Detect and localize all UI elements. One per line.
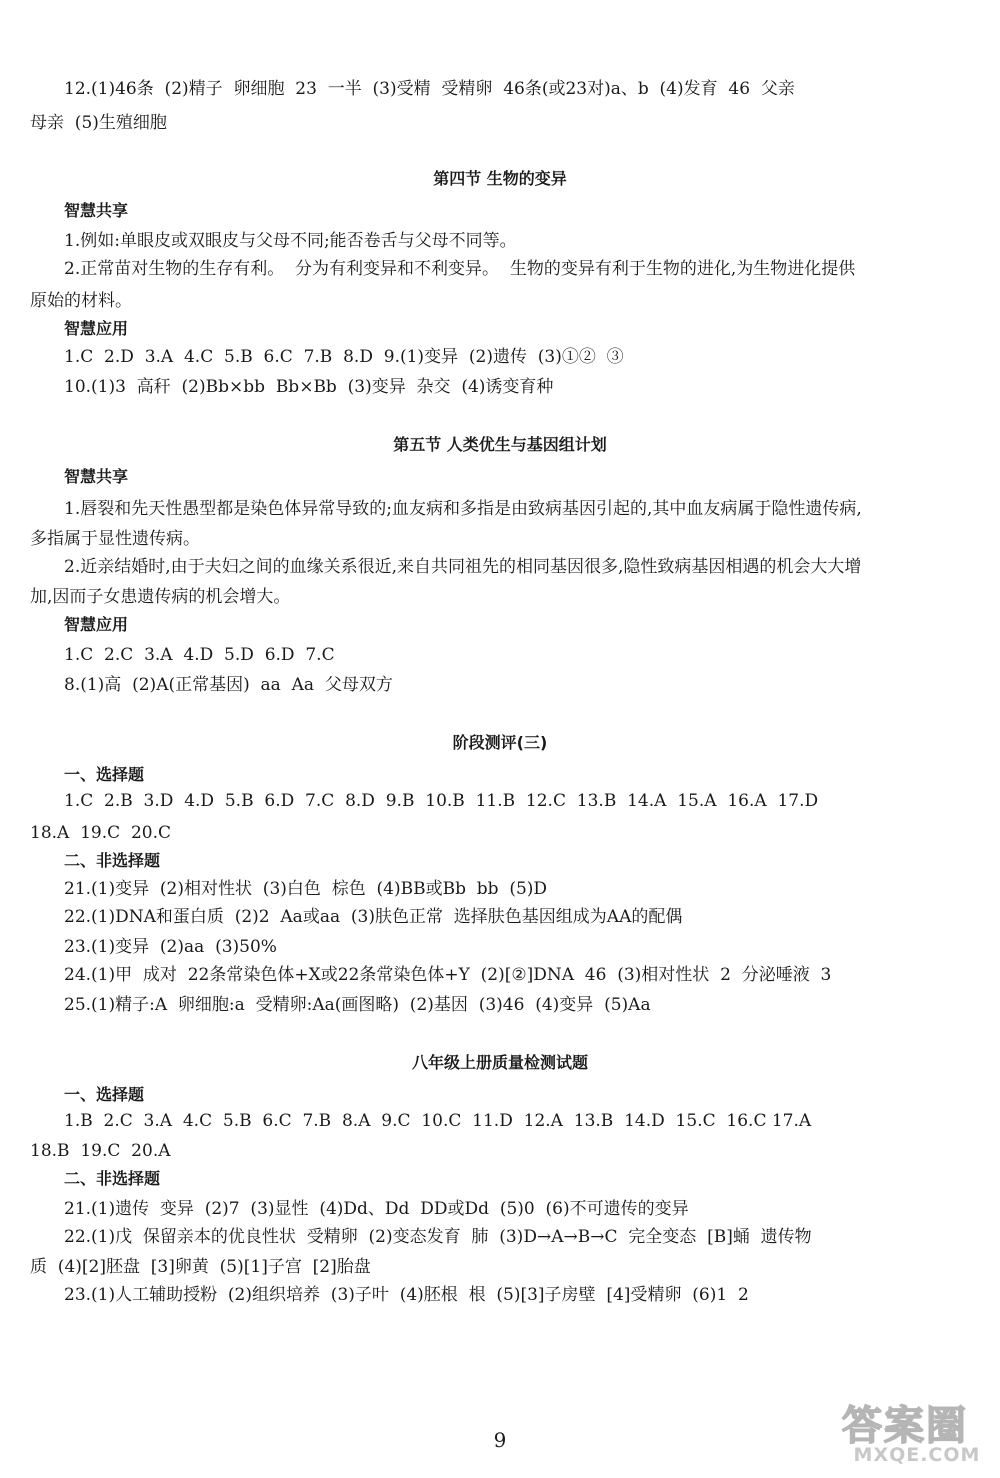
answer-line: 2.正常苗对生物的生存有利。 分为有利变异和不利变异。 生物的变异有利于生物的进化,为生物进化提供 bbox=[64, 259, 856, 279]
answer-line: 23.(1)变异 (2)aa (3)50% bbox=[64, 937, 277, 957]
answer-line: 23.(1)人工辅助授粉 (2)组织培养 (3)子叶 (4)胚根 根 (5)[3]子房壁 [4]受精卵 (6)1 2 bbox=[64, 1285, 749, 1305]
answer-line: 母亲 (5)生殖细胞 bbox=[30, 113, 167, 133]
answer-line: 1.唇裂和先天性愚型都是染色体异常导致的;血友病和多指是由致病基因引起的,其中血友病属于隐性遗传病, bbox=[64, 499, 862, 519]
subheading-share: 智慧共享 bbox=[64, 201, 129, 220]
answer-line: 22.(1)DNA和蛋白质 (2)2 Aa或aa (3)肤色正常 选择肤色基因组成为AA的配偶 bbox=[64, 907, 683, 927]
answer-line: 加,因而子女患遗传病的机会增大。 bbox=[30, 587, 291, 607]
answer-line: 原始的材料。 bbox=[30, 291, 132, 311]
answer-line: 21.(1)变异 (2)相对性状 (3)白色 棕色 (4)BB或Bb bb (5)D bbox=[64, 879, 548, 899]
section-heading: 第四节 生物的变异 bbox=[433, 169, 567, 188]
answer-line: 1.C 2.C 3.A 4.D 5.D 6.D 7.C bbox=[64, 645, 335, 665]
answer-line: 18.A 19.C 20.C bbox=[30, 823, 172, 843]
subheading-share: 智慧共享 bbox=[64, 467, 129, 486]
watermark-logo bbox=[842, 1394, 992, 1472]
answer-line: 18.B 19.C 20.A bbox=[30, 1141, 171, 1161]
answer-line: 8.(1)高 (2)A(正常基因) aa Aa 父母双方 bbox=[64, 675, 393, 695]
subheading-nonchoice: 二、非选择题 bbox=[64, 1169, 161, 1188]
answer-line: 多指属于显性遗传病。 bbox=[30, 529, 200, 549]
answer-line: 22.(1)戊 保留亲本的优良性状 受精卵 (2)变态发育 肺 (3)D→A→B→C 完全变态 [B]蛹 遗传物 bbox=[64, 1227, 812, 1247]
answer-line: 1.例如:单眼皮或双眼皮与父母不同;能否卷舌与父母不同等。 bbox=[64, 231, 517, 251]
answer-line: 1.B 2.C 3.A 4.C 5.B 6.C 7.B 8.A 9.C 10.C 11.D 12.A 13.B 14.D 15.C 16.C 17.A bbox=[64, 1111, 812, 1131]
section-heading: 八年级上册质量检测试题 bbox=[411, 1053, 588, 1072]
subheading-apply: 智慧应用 bbox=[64, 319, 129, 338]
subheading-apply: 智慧应用 bbox=[64, 615, 129, 634]
answer-line: 1.C 2.B 3.D 4.D 5.B 6.D 7.C 8.D 9.B 10.B 11.B 12.C 13.B 14.A 15.A 16.A 17.D bbox=[64, 791, 819, 811]
page-number: 9 bbox=[493, 1428, 507, 1452]
answer-line: 质 (4)[2]胚盘 [3]卵黄 (5)[1]子宫 [2]胎盘 bbox=[30, 1257, 371, 1277]
watermark-glyphs: 答案圈 bbox=[842, 1403, 968, 1449]
answer-line: 10.(1)3 高秆 (2)Bb×bb Bb×Bb (3)变异 杂交 (4)诱变育种 bbox=[64, 377, 554, 397]
section-heading: 阶段测评(三) bbox=[452, 733, 548, 752]
section-heading: 第五节 人类优生与基因组计划 bbox=[393, 435, 607, 454]
subheading-choice: 一、选择题 bbox=[64, 765, 145, 784]
subheading-choice: 一、选择题 bbox=[64, 1085, 145, 1104]
answer-line: 12.(1)46条 (2)精子 卵细胞 23 一半 (3)受精 受精卵 46条(或23对)a、b (4)发育 46 父亲 bbox=[64, 79, 795, 99]
answer-line: 25.(1)精子:A 卵细胞:a 受精卵:Aa(画图略) (2)基因 (3)46 (4)变异 (5)Aa bbox=[64, 995, 651, 1015]
answer-line: 2.近亲结婚时,由于夫妇之间的血缘关系很近,来自共同祖先的相同基因很多,隐性致病基因相遇的机会大大增 bbox=[64, 557, 862, 577]
answer-line: 21.(1)遗传 变异 (2)7 (3)显性 (4)Dd、Dd DD或Dd (5)0 (6)不可遗传的变异 bbox=[64, 1199, 689, 1219]
subheading-nonchoice: 二、非选择题 bbox=[64, 851, 161, 870]
answer-line: 1.C 2.D 3.A 4.C 5.B 6.C 7.B 8.D 9.(1)变异 (2)遗传 (3)①② ③ bbox=[64, 347, 624, 367]
watermark-url: MXQE.COM bbox=[853, 1444, 981, 1466]
answer-line: 24.(1)甲 成对 22条常染色体+X或22条常染色体+Y (2)[②]DNA 46 (3)相对性状 2 分泌唾液 3 bbox=[64, 965, 832, 985]
